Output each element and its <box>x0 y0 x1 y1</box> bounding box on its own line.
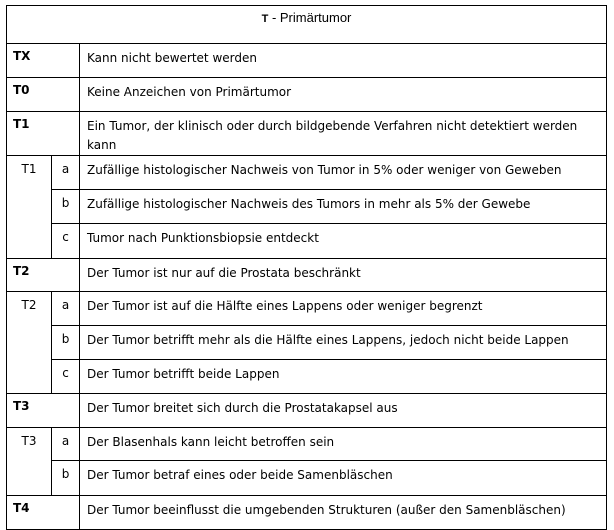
table-row-t3a <box>7 428 607 461</box>
stage-description: Der Tumor beeinflusst die umgebenden Strukturen (außer den Samenbläschen) <box>80 496 607 530</box>
table-row-t4 <box>7 496 607 530</box>
table-row-t3b <box>7 461 607 496</box>
substage-letter: a <box>52 428 80 461</box>
table-header-row <box>7 6 607 44</box>
substage-letter: b <box>52 461 80 496</box>
table-row-t2a <box>7 292 607 326</box>
substage-description: Der Tumor ist auf die Hälfte eines Lappens oder weniger begrenzt <box>80 292 607 326</box>
stage-code: T4 <box>7 496 80 530</box>
substage-letter: c <box>52 360 80 394</box>
table-title <box>7 6 607 44</box>
substage-description: Zufällige histologischer Nachweis des Tumors in mehr als 5% der Gewebe <box>80 190 607 224</box>
stage-code: T0 <box>7 78 80 112</box>
substage-letter: b <box>52 190 80 224</box>
table-row-t2 <box>7 259 607 292</box>
table-row-t0 <box>7 78 607 112</box>
stage-description: Der Tumor breitet sich durch die Prostatakapsel aus <box>80 394 607 428</box>
table-row-t2b <box>7 326 607 360</box>
stage-code: TX <box>7 44 80 78</box>
stage-description: Ein Tumor, der klinisch oder durch bildgebende Verfahren nicht detektiert werden kann <box>80 112 607 156</box>
table-row-tx <box>7 44 607 78</box>
table-row-t2c <box>7 360 607 394</box>
substage-letter: c <box>52 224 80 259</box>
substage-group-label: T1 <box>7 156 52 259</box>
substage-letter: b <box>52 326 80 360</box>
stage-code: T2 <box>7 259 80 292</box>
table-title-prefix: T <box>261 13 269 25</box>
substage-letter: a <box>52 292 80 326</box>
substage-description: Zufällige histologischer Nachweis von Tumor in 5% oder weniger von Geweben <box>80 156 607 190</box>
table-row-t3 <box>7 394 607 428</box>
substage-description: Der Tumor betrifft mehr als die Hälfte eines Lappens, jedoch nicht beide Lappen <box>80 326 607 360</box>
stage-code: T3 <box>7 394 80 428</box>
substage-description: Der Tumor betraf eines oder beide Samenbläschen <box>80 461 607 496</box>
table-row-t1c <box>7 224 607 259</box>
substage-letter: a <box>52 156 80 190</box>
table-title-text: - Primärtumor <box>268 10 352 25</box>
stage-description: Der Tumor ist nur auf die Prostata beschränkt <box>80 259 607 292</box>
table-row-t1a <box>7 156 607 190</box>
stage-code: T1 <box>7 112 80 156</box>
table-row-t1b <box>7 190 607 224</box>
stage-description: Kann nicht bewertet werden <box>80 44 607 78</box>
tnm-t-classification-table <box>6 5 607 530</box>
substage-description: Der Blasenhals kann leicht betroffen sein <box>80 428 607 461</box>
substage-group-label: T2 <box>7 292 52 394</box>
table-row-t1 <box>7 112 607 156</box>
substage-description: Der Tumor betrifft beide Lappen <box>80 360 607 394</box>
stage-description: Keine Anzeichen von Primärtumor <box>80 78 607 112</box>
substage-group-label: T3 <box>7 428 52 496</box>
substage-description: Tumor nach Punktionsbiopsie entdeckt <box>80 224 607 259</box>
